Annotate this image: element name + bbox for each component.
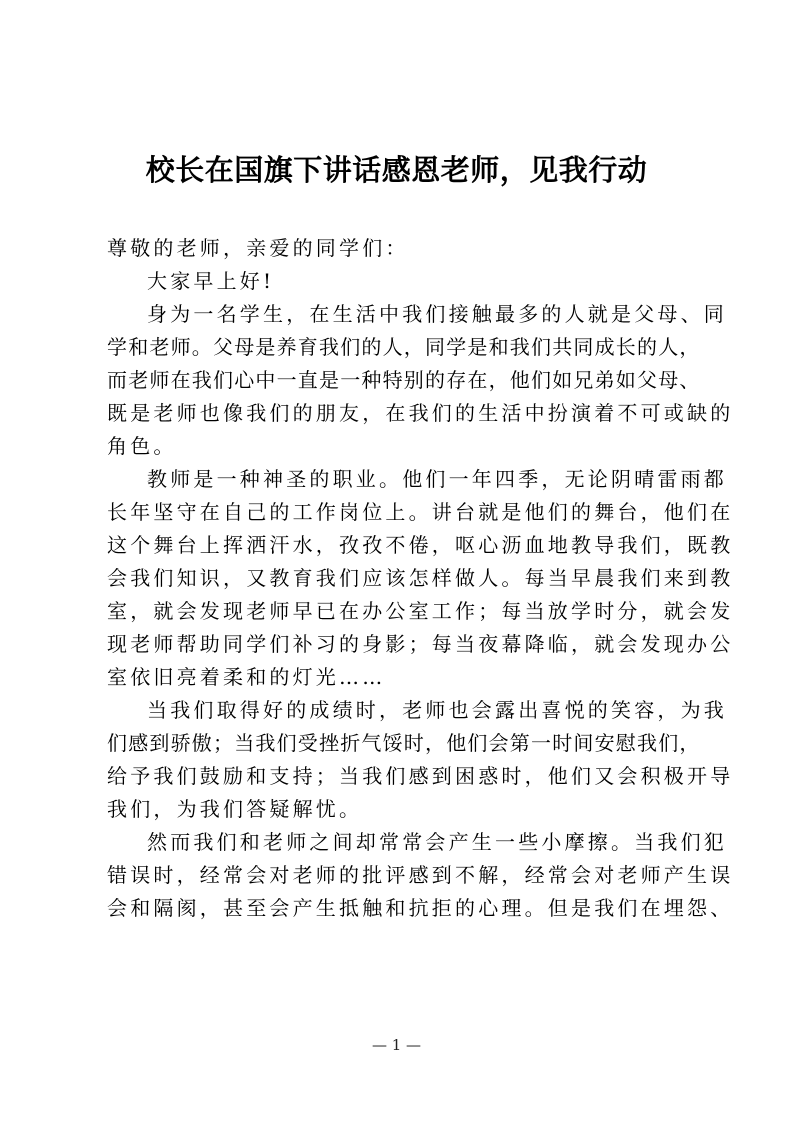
body-line: 长年坚守在自己的工作岗位上。讲台就是他们的舞台，他们在 — [107, 500, 734, 524]
document-title: 校长在国旗下讲话感恩老师，见我行动 — [145, 153, 648, 187]
body-line: 既是老师也像我们的朋友，在我们的生活中扮演着不可或缺的 — [107, 401, 734, 425]
body-line: 错误时，经常会对老师的批评感到不解，经常会对老师产生误 — [107, 863, 734, 887]
body-line: 教师是一种神圣的职业。他们一年四季，无论阴晴雷雨都 — [147, 467, 727, 491]
body-line: 室，就会发现老师早已在办公室工作；每当放学时分，就会发 — [107, 599, 734, 623]
body-line: 会我们知识，又教育我们应该怎样做人。每当早晨我们来到教 — [107, 566, 734, 590]
body-line: 这个舞台上挥洒汗水，孜孜不倦，呕心沥血地教导我们，既教 — [107, 533, 734, 557]
page-number: — 1 — — [371, 1036, 422, 1054]
body-line: 身为一名学生，在生活中我们接触最多的人就是父母、同 — [147, 302, 727, 326]
body-line: 当我们取得好的成绩时，老师也会露出喜悦的笑容，为我 — [147, 698, 727, 722]
body-line: 们感到骄傲；当我们受挫折气馁时，他们会第一时间安慰我们， — [107, 731, 701, 755]
body-line: 学和老师。父母是养育我们的人，同学是和我们共同成长的人， — [107, 335, 701, 359]
body-line: 会和隔阂，甚至会产生抵触和抗拒的心理。但是我们在埋怨、 — [107, 896, 734, 920]
body-line: 我们，为我们答疑解忧。 — [107, 797, 363, 821]
body-line: 然而我们和老师之间却常常会产生一些小摩擦。当我们犯 — [147, 830, 727, 854]
body-line: 室依旧亮着柔和的灯光…… — [107, 665, 386, 689]
body-line: 给予我们鼓励和支持；当我们感到困惑时，他们又会积极开导 — [107, 764, 734, 788]
body-line: 尊敬的老师，亲爱的同学们： — [107, 236, 409, 260]
body-line: 现老师帮助同学们补习的身影；每当夜幕降临，就会发现办公 — [107, 632, 734, 656]
body-line: 大家早上好! — [147, 269, 275, 293]
document-body — [107, 232, 734, 925]
body-line: 角色。 — [107, 434, 177, 458]
body-line: 而老师在我们心中一直是一种特别的存在，他们如兄弟如父母、 — [107, 368, 701, 392]
